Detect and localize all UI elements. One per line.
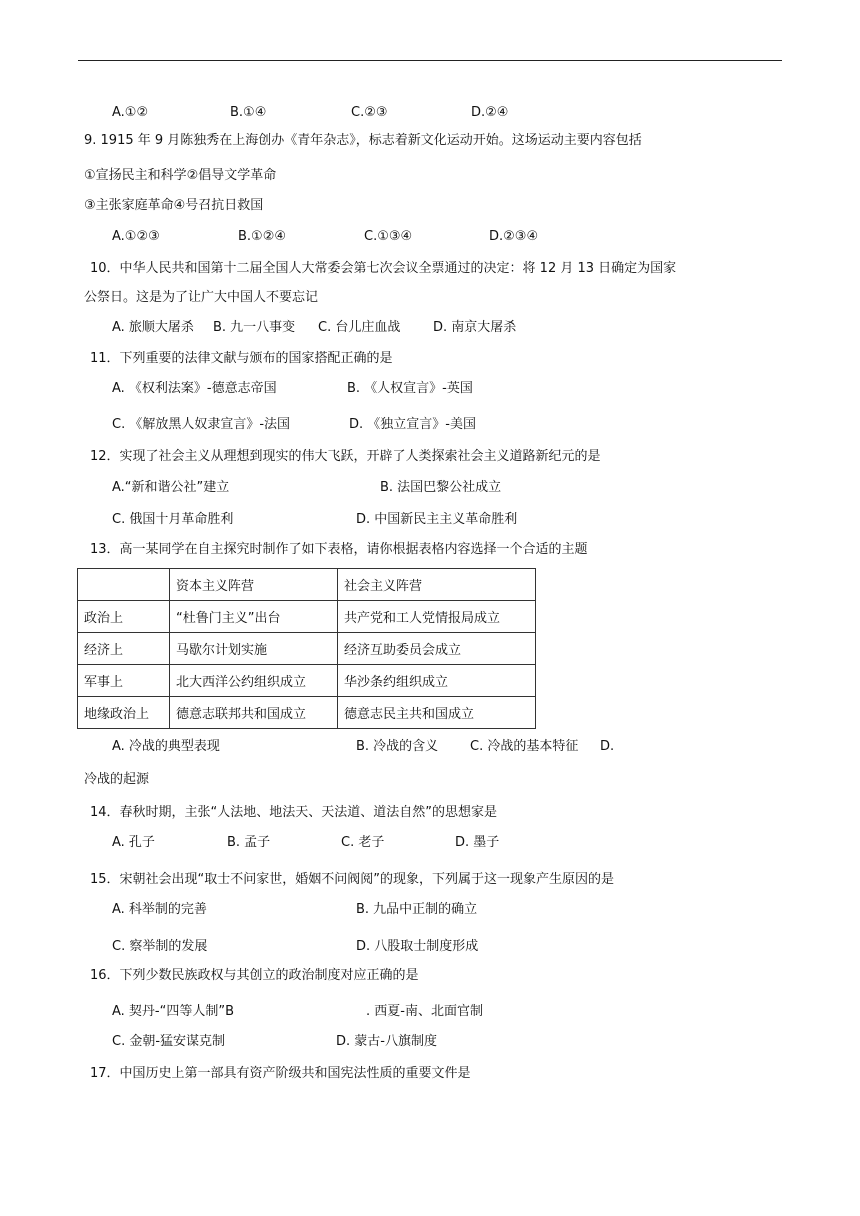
q9-items-line1: ①宣扬民主和科学②倡导文学革命 bbox=[84, 168, 277, 183]
q16-option-b: . 西夏-南、北面官制 bbox=[366, 1004, 483, 1019]
table-cell: 政治上 bbox=[78, 601, 170, 633]
q10-option-d: D. 南京大屠杀 bbox=[433, 320, 517, 335]
q16-option-d: D. 蒙古-八旗制度 bbox=[336, 1034, 437, 1049]
q14-option-c: C. 老子 bbox=[341, 835, 385, 850]
q11-option-d: D. 《独立宣言》-美国 bbox=[349, 417, 476, 432]
q14-stem: 14．春秋时期，主张“人法地、地法天、天法道、道法自然”的思想家是 bbox=[90, 805, 498, 820]
q12-stem: 12．实现了社会主义从理想到现实的伟大飞跃，开辟了人类探索社会主义道路新纪元的是 bbox=[90, 449, 601, 464]
table-cell: 经济上 bbox=[78, 633, 170, 665]
q13-stem: 13．高一某同学在自主探究时制作了如下表格，请你根据表格内容选择一个合适的主题 bbox=[90, 542, 588, 557]
q14-option-d: D. 墨子 bbox=[455, 835, 500, 850]
table-cell: 经济互助委员会成立 bbox=[338, 633, 536, 665]
q10-stem-line2: 公祭日。这是为了让广大中国人不要忘记 bbox=[84, 290, 319, 305]
q13-comparison-table bbox=[77, 568, 536, 729]
q16-option-c: C. 金朝-猛安谋克制 bbox=[112, 1034, 226, 1049]
q13-option-b: B. 冷战的含义 bbox=[356, 739, 439, 754]
table-row bbox=[78, 697, 536, 729]
table-cell: 德意志民主共和国成立 bbox=[338, 697, 536, 729]
q11-stem: 11．下列重要的法律文献与颁布的国家搭配正确的是 bbox=[90, 351, 393, 366]
q15-option-d: D. 八股取士制度形成 bbox=[356, 939, 479, 954]
q9-option-c: C.①③④ bbox=[364, 229, 413, 244]
table-cell: 北大西洋公约组织成立 bbox=[170, 665, 338, 697]
q12-option-b: B. 法国巴黎公社成立 bbox=[380, 480, 502, 495]
header-rule bbox=[78, 60, 782, 61]
q9-option-b: B.①②④ bbox=[238, 229, 287, 244]
table-cell: 军事上 bbox=[78, 665, 170, 697]
q12-option-d: D. 中国新民主主义革命胜利 bbox=[356, 512, 518, 527]
q11-option-a: A. 《权利法案》-德意志帝国 bbox=[112, 381, 277, 396]
table-header-cell bbox=[78, 569, 170, 601]
q15-option-b: B. 九品中正制的确立 bbox=[356, 902, 478, 917]
q11-option-b: B. 《人权宣言》-英国 bbox=[347, 381, 473, 396]
q15-stem: 15．宋朝社会出现“取士不问家世，婚姻不问阀阅”的现象，下列属于这一现象产生原因的是 bbox=[90, 872, 615, 887]
q13-option-d-label: D. bbox=[600, 739, 615, 754]
q17-stem: 17．中国历史上第一部具有资产阶级共和国宪法性质的重要文件是 bbox=[90, 1066, 471, 1081]
q9-option-d: D.②③④ bbox=[489, 229, 539, 244]
q10-option-c: C. 台儿庄血战 bbox=[318, 320, 401, 335]
table-header-cell: 资本主义阵营 bbox=[170, 569, 338, 601]
q12-option-a: A.“新和谐公社”建立 bbox=[112, 480, 230, 495]
q9-items-line2: ③主张家庭革命④号召抗日救国 bbox=[84, 198, 264, 213]
table-header-row bbox=[78, 569, 536, 601]
q16-option-a: A. 契丹-“四等人制”B bbox=[112, 1004, 235, 1019]
table-header-cell: 社会主义阵营 bbox=[338, 569, 536, 601]
q16-stem: 16．下列少数民族政权与其创立的政治制度对应正确的是 bbox=[90, 968, 419, 983]
q13-option-d-text: 冷战的起源 bbox=[84, 772, 150, 787]
q8-option-d: D.②④ bbox=[471, 105, 509, 120]
q13-option-c: C. 冷战的基本特征 bbox=[470, 739, 579, 754]
table-row bbox=[78, 601, 536, 633]
q9-option-a: A.①②③ bbox=[112, 229, 160, 244]
q15-option-c: C. 察举制的发展 bbox=[112, 939, 208, 954]
q10-stem-line1: 10．中华人民共和国第十二届全国人大常委会第七次会议全票通过的决定：将 12 月 13 日确定为国家 bbox=[90, 261, 677, 276]
table-cell: 华沙条约组织成立 bbox=[338, 665, 536, 697]
table-row bbox=[78, 633, 536, 665]
table-row bbox=[78, 665, 536, 697]
q11-option-c: C. 《解放黑人奴隶宣言》-法国 bbox=[112, 417, 291, 432]
q10-option-a: A. 旅顺大屠杀 bbox=[112, 320, 194, 335]
table-cell: 共产党和工人党情报局成立 bbox=[338, 601, 536, 633]
q14-option-b: B. 孟子 bbox=[227, 835, 271, 850]
q8-option-a: A.①② bbox=[112, 105, 149, 120]
q10-option-b: B. 九一八事变 bbox=[213, 320, 296, 335]
q12-option-c: C. 俄国十月革命胜利 bbox=[112, 512, 234, 527]
q13-option-a: A. 冷战的典型表现 bbox=[112, 739, 220, 754]
table-cell: 地缘政治上 bbox=[78, 697, 170, 729]
table-cell: “杜鲁门主义”出台 bbox=[170, 601, 338, 633]
q8-option-c: C.②③ bbox=[351, 105, 388, 120]
q9-stem: 9. 1915 年 9 月陈独秀在上海创办《青年杂志》，标志着新文化运动开始。这场运动主要内容包括 bbox=[84, 133, 642, 148]
q15-option-a: A. 科举制的完善 bbox=[112, 902, 207, 917]
table-cell: 马歇尔计划实施 bbox=[170, 633, 338, 665]
q14-option-a: A. 孔子 bbox=[112, 835, 155, 850]
table-cell: 德意志联邦共和国成立 bbox=[170, 697, 338, 729]
q8-option-b: B.①④ bbox=[230, 105, 267, 120]
